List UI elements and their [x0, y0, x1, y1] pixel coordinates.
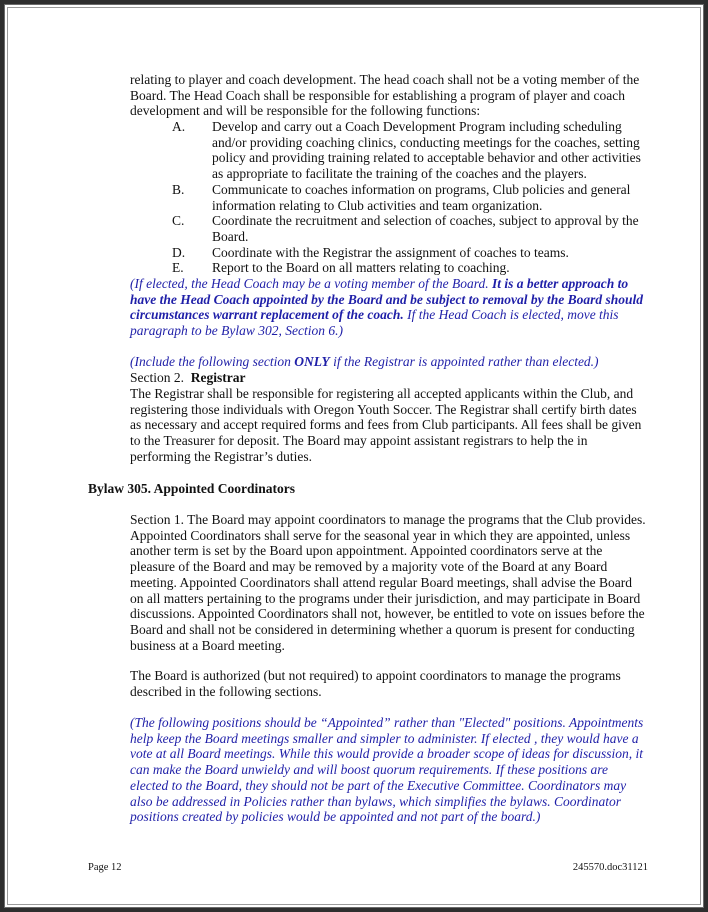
list-item-text: Communicate to coaches information on programs, Club policies and general information relating to Club activities and team organization.: [212, 181, 631, 213]
note-text: (If elected, the Head Coach may be a voting member of the Board.: [130, 276, 489, 291]
list-item-letter: A.: [172, 119, 186, 134]
section-title: Registrar: [190, 370, 246, 385]
coordinators-authorized: The Board is authorized (but not required) to appoint coordinators to manage the programs described in the following sections.: [130, 668, 621, 699]
registrar-note: [130, 354, 650, 370]
coordinators-section-1: Section 1. The Board may appoint coordinators to manage the programs that the Club provides. Appointed Coordinators shall serve for the seasonal year in which they are appointed, unless another term is set by the Board upon appointment. Appointed coordinators serve at the pleasure of the Board and may be removed by a majority vote of the Board at any Board meeting. Appointed Coordinators shall attend regular Board meetings, shall advise the Board on all matters pertaining to the programs under their jurisdiction, and may participate in Board discussions. Appointed Coordinators shall not, however, be entitled to vote on issues before the Board and shall not be considered in determining whether a quorum is present for conducting business at a Board meeting.: [130, 512, 646, 653]
list-item-text: Report to the Board on all matters relating to coaching.: [212, 260, 510, 276]
note-text: If the Head Coach is elected, move this paragraph to be Bylaw 302, Section 6.): [130, 307, 619, 339]
section-number: Section 2.: [130, 370, 184, 385]
intro-paragraph: relating to player and coach development. The head coach shall not be a voting member of the Board. The Head Coach shall be responsible for establishing a program of player and coach development and will be responsible for the following functions:: [130, 72, 640, 119]
list-item-text: Coordinate with the Registrar the assignment of coaches to teams.: [212, 244, 569, 260]
bylaw-305-heading: Bylaw 305. Appointed Coordinators: [88, 481, 296, 496]
list-item-letter: D.: [172, 244, 186, 260]
list-item: [130, 260, 650, 276]
list-item-text: Coordinate the recruitment and selection of coaches, subject to approval by the Board.: [212, 213, 639, 244]
list-item-letter: B.: [172, 181, 185, 197]
coordinators-note: (The following positions should be “Appointed” rather than "Elected" positions. Appointments help keep the Board meetings smaller and simpler to administer. If elected , they would have a vote at all Board meetings. While this would provide a broader scope of ideas for discussion, it can make the Board unwieldy and will boost quorum requirements. If these positions are elected to the Board, they should not be part of the Executive Committee. Coordinators may also be addressed in Policies rather than bylaws, which simplifies the bylaws. Coordinator positions created by policies would be appointed and not part of the board.): [130, 715, 644, 825]
note-text: if the Registrar is appointed rather than elected.): [333, 354, 599, 369]
registrar-body: The Registrar shall be responsible for registering all accepted applicants within the Club, and registering those individuals with Oregon Youth Soccer. The Registrar shall certify birth dates as necessary and accept required forms and fees from Club participants. All fees shall be given to the Treasurer for deposit. The Board may appoint assistant registrars to help the in performing the Registrar’s duties.: [130, 386, 642, 464]
list-item: [130, 245, 650, 261]
list-item-letter: C.: [172, 213, 185, 229]
note-emphasis: ONLY: [294, 354, 330, 369]
page-number: Page 12: [88, 862, 122, 873]
note-text: (Include the following section: [130, 354, 291, 369]
head-coach-note: [130, 276, 650, 339]
list-item: [130, 213, 650, 244]
list-item: [130, 182, 650, 213]
list-item: [130, 119, 650, 182]
list-item-letter: E.: [172, 260, 184, 276]
document-id: 245570.doc31121: [572, 862, 648, 873]
registrar-heading: [130, 370, 650, 386]
note-emphasis: It is a better approach to have the Head Coach appointed by the Board and be subject to removal by the Board should circumstances warrant replacement of the coach.: [130, 276, 643, 323]
list-item-text: Develop and carry out a Coach Development Program including scheduling and/or providing coaching clinics, conducting meetings for the coaches, setting policy and providing training related to acceptable behavior and other activities as appropriate to facilitate the training of the coaches and the players.: [212, 119, 641, 182]
functions-list: [130, 119, 650, 276]
